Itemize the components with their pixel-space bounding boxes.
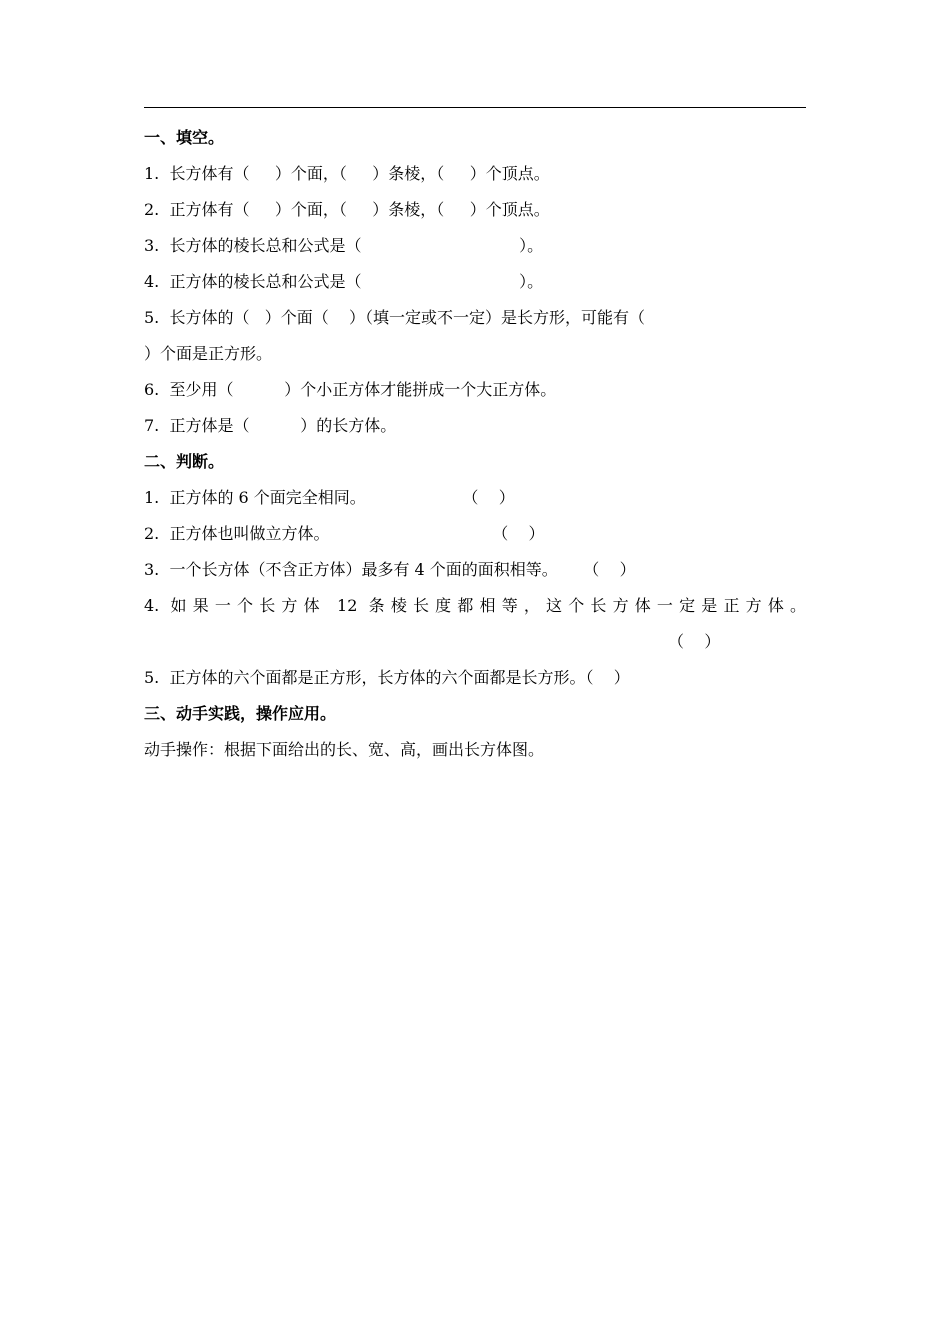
judge-question-2: 2. 正方体也叫做立方体。 （ ）: [144, 524, 545, 543]
judge-question-4-line1: 4. 如果一个长方体 12 条棱长度都相等，这个长方体一定是正方体。: [144, 596, 806, 615]
practice-instruction: 动手操作：根据下面给出的长、宽、高，画出长方体图。: [144, 740, 545, 759]
judge-question-4-answer: （ ）: [668, 632, 721, 651]
fill-question-5-line1: 5. 长方体的（ ）个面（ ）（填一定或不一定）是长方形，可能有（: [144, 308, 646, 327]
fill-question-2: 2. 正方体有（ ）个面，（ ）条棱，（ ）个顶点。: [144, 200, 550, 219]
section-practice-heading: 三、动手实践，操作应用。: [144, 704, 337, 723]
fill-question-5-line2: ）个面是正方形。: [144, 344, 273, 363]
fill-question-1: 1. 长方体有（ ）个面，（ ）条棱，（ ）个顶点。: [144, 164, 550, 183]
fill-question-7: 7. 正方体是（ ）的长方体。: [144, 416, 397, 435]
judge-question-3: 3. 一个长方体（不含正方体）最多有 4 个面的面积相等。 （ ）: [144, 560, 636, 579]
judge-question-1: 1. 正方体的 6 个面完全相同。 （ ）: [144, 488, 515, 507]
section-fill-heading: 一、填空。: [144, 128, 225, 147]
fill-question-3: 3. 长方体的棱长总和公式是（ ）。: [144, 236, 544, 255]
judge-question-5: 5. 正方体的六个面都是正方形，长方体的六个面都是长方形。（ ）: [144, 668, 630, 687]
header-rule: [144, 107, 806, 108]
section-judge-heading: 二、判断。: [144, 452, 225, 471]
fill-question-4: 4. 正方体的棱长总和公式是（ ）。: [144, 272, 544, 291]
fill-question-6: 6. 至少用（ ）个小正方体才能拼成一个大正方体。: [144, 380, 557, 399]
